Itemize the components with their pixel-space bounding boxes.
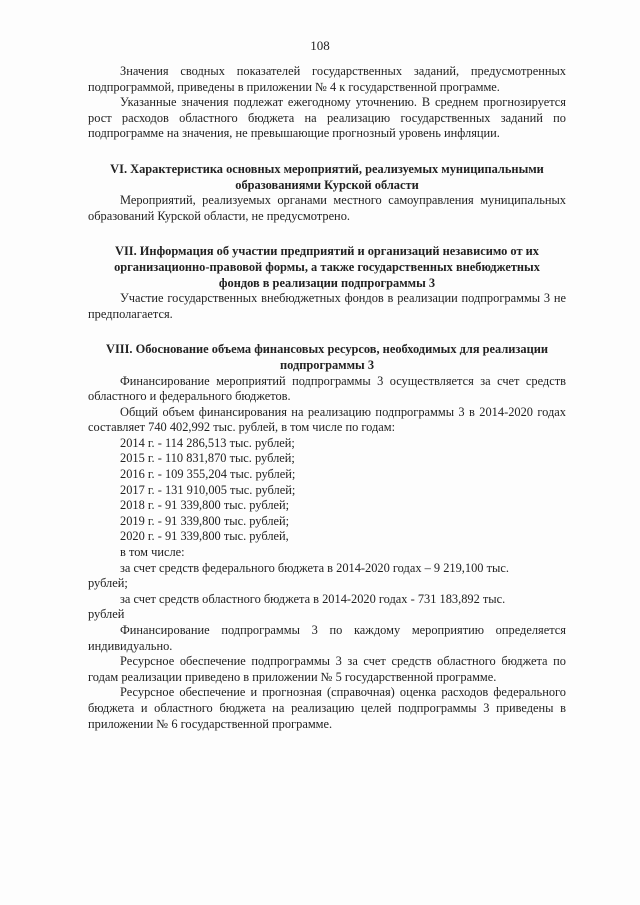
paragraph: Общий объем финансирования на реализацию подпрограммы 3 в 2014-2020 годах составляет 740 402,992 тыс. рублей, в том числе по годам: [88, 404, 566, 435]
year-line: 2016 г. - 109 355,204 тыс. рублей; [120, 467, 296, 482]
including-line: в том числе: [120, 545, 185, 560]
year-line: 2017 г. - 131 910,005 тыс. рублей; [120, 482, 296, 497]
regional-budget-line-cont: рублей [88, 607, 125, 622]
federal-budget-line-cont: рублей; [88, 576, 128, 591]
paragraph: Финансирование подпрограммы 3 по каждому мероприятию определяется индивидуально. [88, 623, 566, 653]
paragraph: Ресурсное обеспечение и прогнозная (справочная) оценка расходов федерального бюджета и областного бюджета на реализацию целей подпрограммы 3 приведены в приложении № 6 государственной программе. [88, 685, 566, 731]
paragraph: Значения сводных показателей государственных заданий, предусмотренных подпрограммой, приведены в приложении № 4 к государственной программе. [88, 64, 566, 94]
federal-budget-line: за счет средств федерального бюджета в 2014-2020 годах – 9 219,100 тыс. [120, 560, 509, 575]
paragraph: Ресурсное обеспечение подпрограммы 3 за счет средств областного бюджета по годам реализации приведено в приложении № 5 государственной программе. [88, 654, 566, 684]
page-number: 108 [310, 38, 330, 53]
paragraph: Мероприятий, реализуемых органами местного самоуправления муниципальных образований Курской области, не предусмотрено. [88, 193, 566, 223]
year-line: 2019 г. - 91 339,800 тыс. рублей; [120, 513, 290, 528]
year-line: 2020 г. - 91 339,800 тыс. рублей, [120, 529, 289, 544]
section-heading-6: VI. Характеристика основных мероприятий, реализуемых муниципальными образованиями Курской области [110, 161, 544, 192]
section-heading-7: VII. Информация об участии предприятий и организаций независимо от их организационно-правовой формы, а также государственных внебюджетных фондов в реализации подпрограммы 3 [114, 244, 540, 290]
year-line: 2018 г. - 91 339,800 тыс. рублей; [120, 498, 290, 513]
year-line: 2014 г. - 114 286,513 тыс. рублей; [120, 435, 295, 450]
paragraph: Финансирование мероприятий подпрограммы 3 осуществляется за счет средств областного и федерального бюджетов. [88, 373, 566, 404]
paragraph: Участие государственных внебюджетных фондов в реализации подпрограммы 3 не предполагается. [88, 291, 566, 321]
regional-budget-line: за счет средств областного бюджета в 2014-2020 годах - 731 183,892 тыс. [120, 591, 506, 606]
year-line: 2015 г. - 110 831,870 тыс. рублей; [120, 451, 295, 466]
paragraph: Указанные значения подлежат ежегодному уточнению. В среднем прогнозируется рост расходов областного бюджета на реализацию государственных заданий по подпрограмме на значения, не превышающие прогнозный уровень инфляции. [88, 95, 566, 141]
page-content [88, 64, 566, 732]
section-heading-8: VIII. Обоснование объема финансовых ресурсов, необходимых для реализации подпрограммы 3 [106, 342, 549, 372]
